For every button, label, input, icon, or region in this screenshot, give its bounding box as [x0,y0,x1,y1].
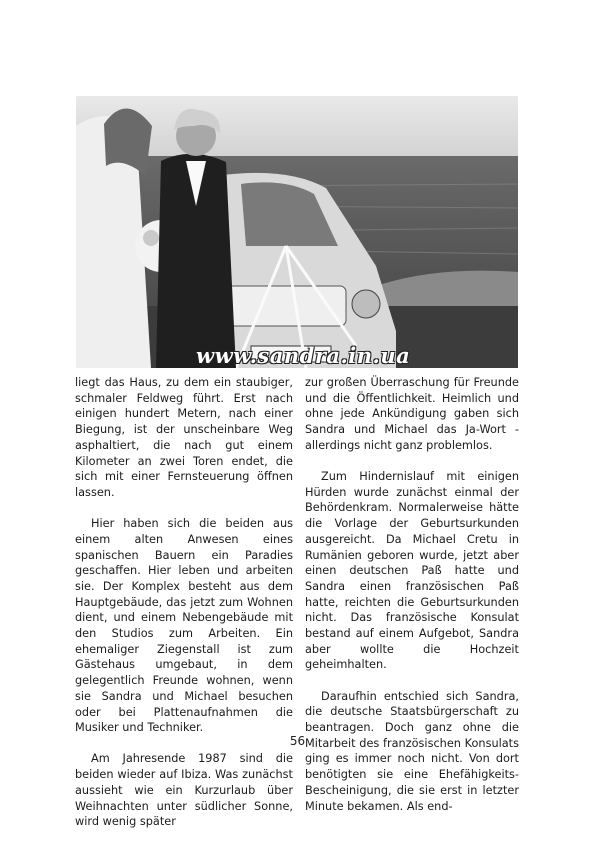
watermark: www.sandra.in.ua [196,343,411,368]
left-column [75,375,293,845]
paragraph: liegt das Haus, zu dem ein staubiger, schmaler Feldweg führt. Erst nach einigen hundert Metern, nach einer Biegung, ist der unscheinbare Weg asphaltiert, die nach gut einem Kilometer an zwei Toren endet, die sich mit einer Fernsteuerung öffnen lassen. [75,376,293,499]
paragraph: zur großen Überraschung für Freunde und die Öffentlichkeit. Heimlich und ohne jede Ankündigung gaben sich Sandra und Michael das Ja-Wort - allerdings nicht ganz problemlos. [305,376,519,452]
wedding-photo-illustration [76,96,518,368]
paragraph: Hier haben sich die beiden aus einem alten Anwesen eines spanischen Bauern ein Paradies geschaffen. Hier leben und arbeiten sie. Der Komplex besteht aus dem Hauptgebäude, das jetzt zum Wohnen dient, und einem Nebengebäude mit den Studios zum Arbeiten. Ein ehemaliger Ziegenstall ist zum Gästehaus umgebaut, in dem gelegentlich Freunde wohnen, wenn sie Sandra und Michael besuchen oder bei Plattenaufnahmen die Musiker und Techniker. [75,517,293,735]
wedding-photo [76,96,518,368]
car-headlight [352,290,380,318]
page-number: 56 [289,734,306,748]
paragraph: Am Jahresende 1987 sind die beiden wieder auf Ibiza. Was zunächst aussieht wie ein Kurzurlaub über Weihnachten unter südlicher Sonne, wird wenig später [75,752,293,829]
paragraph: Zum Hindernislauf mit einigen Hürden wurde zunächst einmal der Behördenkram. Normalerweise hätte die Vorlage der Geburtsurkunden ausgereicht. Da Michael Cretu in Rumänien geboren wurde, jetzt aber einen deutschen Paß hatte und Sandra einen französischen Paß hatte, reichten die Geburtsurkunden nicht. Das französische Konsulat bestand auf einem Aufgebot, Sandra aber wollte die Hochzeit geheimhalten. [305,470,519,672]
right-column [305,375,519,830]
paragraph: Daraufhin entschied sich Sandra, die deutsche Staatsbürgerschaft zu beantragen. Doch ganz ohne die Mitarbeit des französischen Konsulats ging es immer noch nicht. Von dort benötigten sie eine Ehefähigkeits-Bescheinigung, die sie erst in letzter Minute bekamen. Als end- [305,689,519,813]
